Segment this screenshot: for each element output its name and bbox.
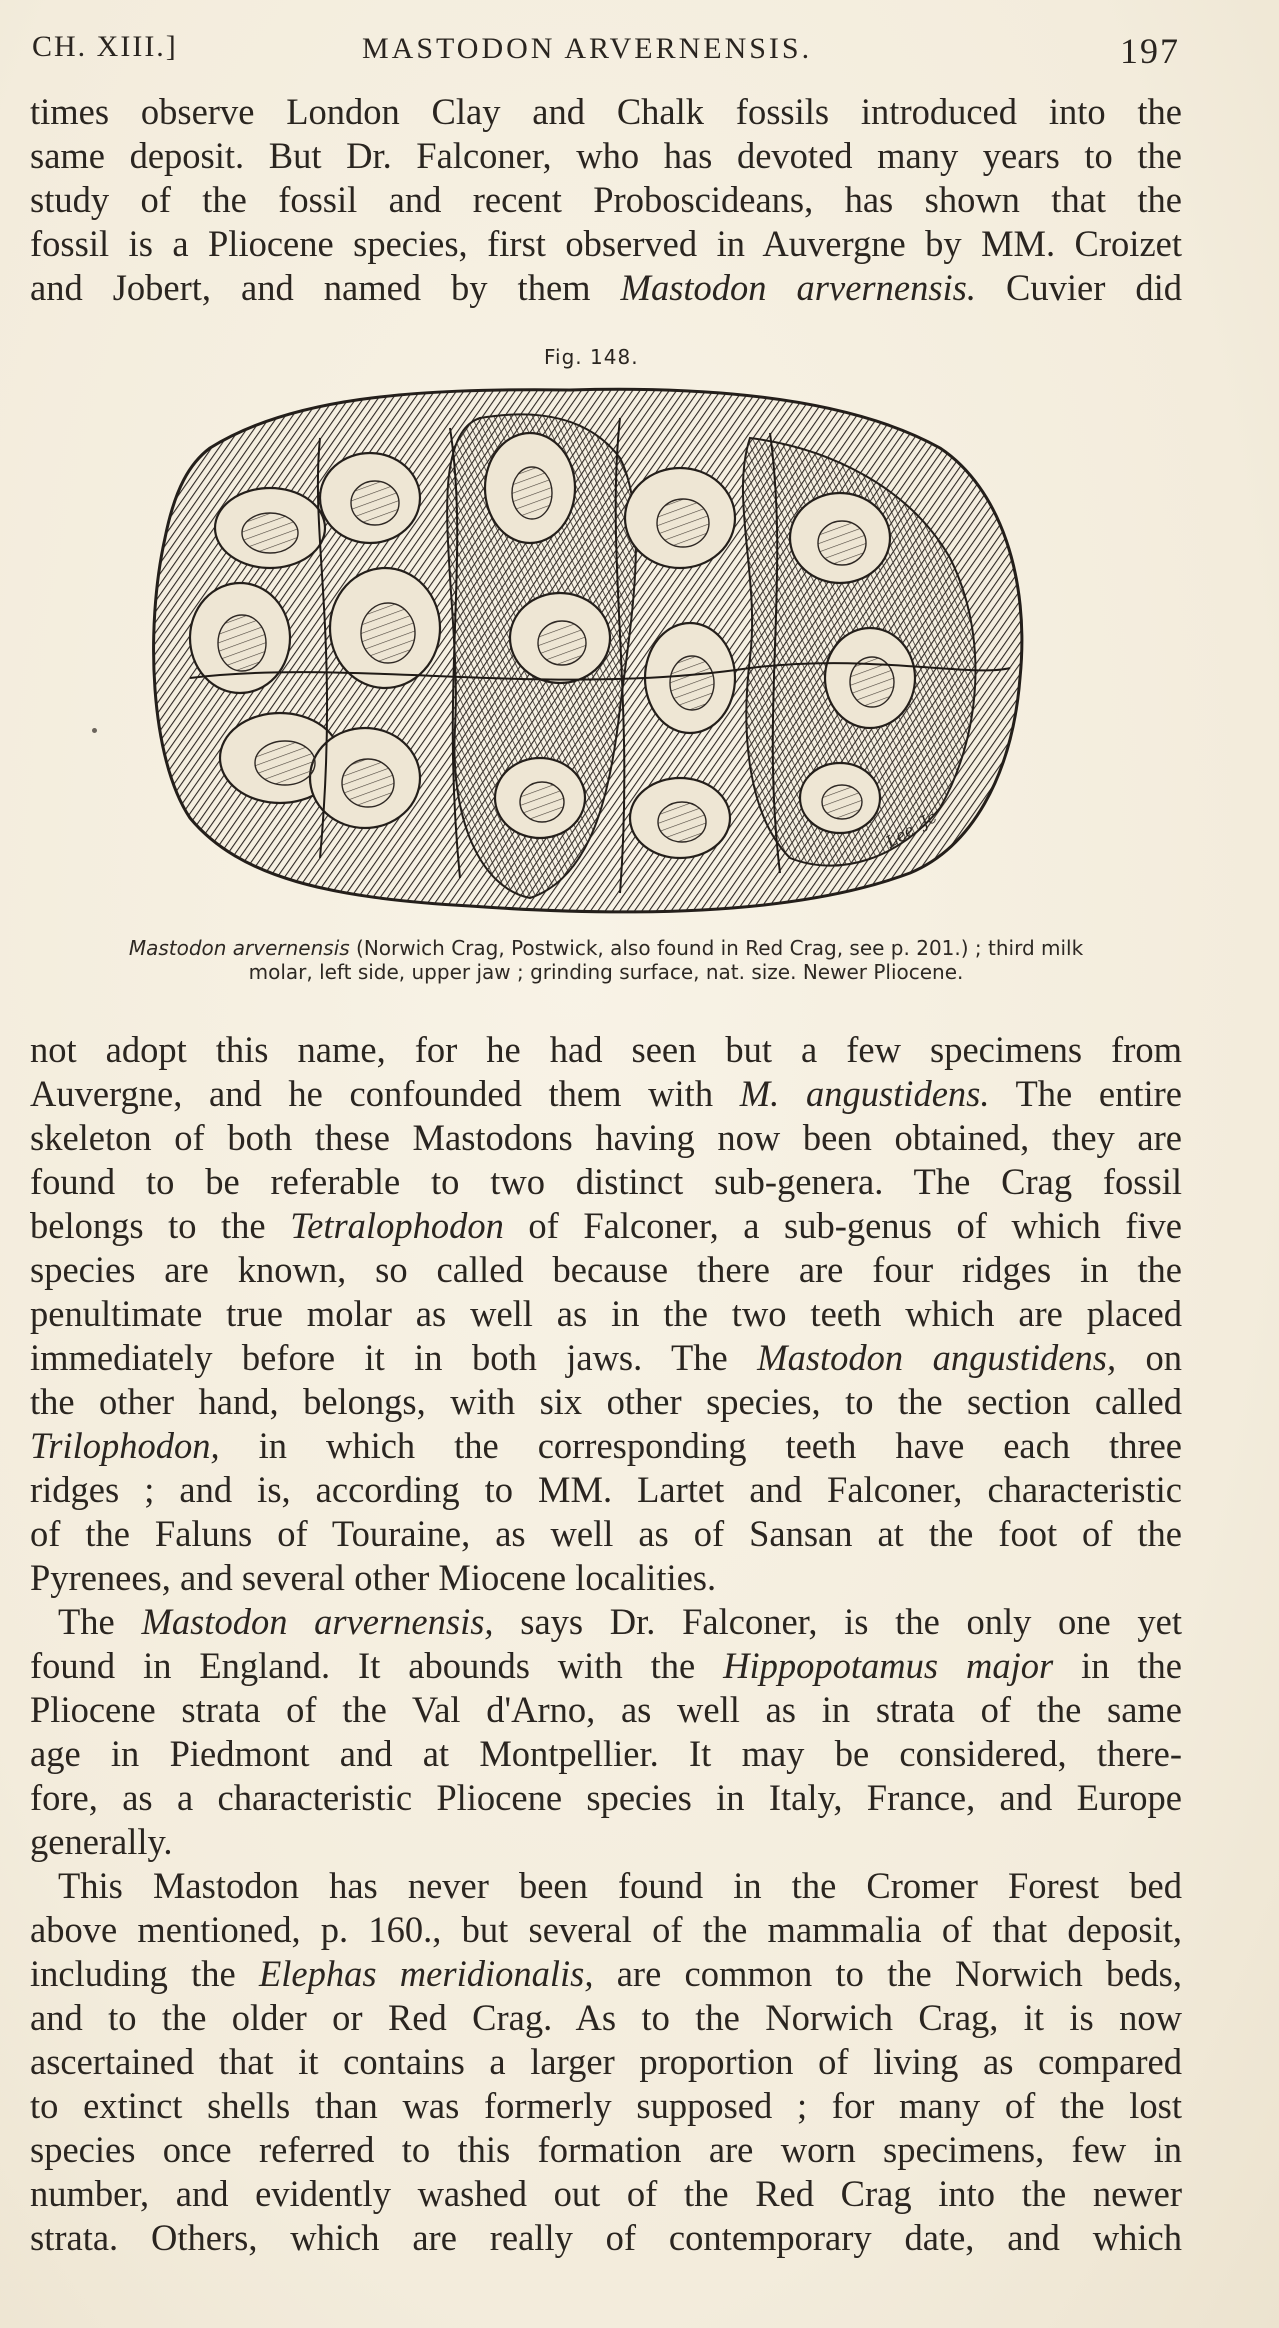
species-name: Hippopotamus major: [723, 1645, 1054, 1686]
text-line: number, and evidently washed out of the Red Crag into the newer: [30, 2173, 1182, 2214]
page-number: 197: [1120, 31, 1180, 71]
text-line: [30, 1336, 1182, 1380]
body-text: [30, 1028, 1182, 2260]
chapter-label: CH. XIII.]: [32, 30, 178, 63]
text-run: belongs to the: [30, 1205, 291, 1246]
species-name: Elephas meridionalis,: [258, 1953, 594, 1994]
figure-caption: [30, 936, 1182, 984]
text-run: says Dr. Falconer, is the only one yet: [493, 1601, 1183, 1642]
species-name: M. angustidens.: [739, 1073, 990, 1114]
genus-name: Tetralophodon: [290, 1205, 504, 1246]
species-name: Mastodon angustidens,: [757, 1337, 1117, 1378]
text-run: and Jobert, and named by them: [30, 267, 621, 308]
text-run: Auvergne, and he confounded them with: [30, 1073, 740, 1114]
text-line: Pyrenees, and several other Miocene localities.: [30, 1557, 717, 1598]
text-line: species are known, so called because there are four ridges in the: [30, 1249, 1182, 1290]
text-line: [30, 1644, 1182, 1688]
text-line: fossil is a Pliocene species, first observed in Auvergne by MM. Croizet: [30, 223, 1182, 264]
text-line: Pliocene strata of the Val d'Arno, as well as in strata of the same: [30, 1689, 1182, 1730]
engraver-mark: Lee. Jc: [882, 807, 940, 852]
text-line: same deposit. But Dr. Falconer, who has devoted many years to the: [30, 135, 1182, 176]
figure-label: Fig. 148.: [544, 345, 639, 369]
text-line: [30, 1204, 1182, 1248]
text-run: including the: [30, 1953, 259, 1994]
fossil-molar-engraving-icon: [150, 378, 1030, 918]
text-run: of Falconer, a sub-genus of which five: [503, 1205, 1182, 1246]
species-name: Mastodon arvernensis,: [141, 1601, 494, 1642]
text-run: found in England. It abounds with the: [30, 1645, 724, 1686]
text-line: [30, 1072, 1182, 1116]
text-line: ridges ; and is, according to MM. Lartet and Falconer, characteristic: [30, 1469, 1182, 1510]
text-line: species once referred to this formation are worn specimens, few in: [30, 2129, 1182, 2170]
text-line: [30, 1600, 1182, 1644]
text-run: in the: [1053, 1645, 1182, 1686]
text-line: of the Faluns of Touraine, as well as of Sansan at the foot of the: [30, 1513, 1182, 1554]
text-run: on: [1116, 1337, 1182, 1378]
text-line: fore, as a characteristic Pliocene species in Italy, France, and Europe: [30, 1777, 1182, 1818]
running-title: MASTODON ARVERNENSIS.: [362, 32, 813, 65]
text-line: [30, 1952, 1182, 1996]
text-run: Cuvier did: [976, 267, 1182, 308]
text-line: [30, 1424, 1182, 1468]
text-line: and to the older or Red Crag. As to the Norwich Crag, it is now: [30, 1997, 1182, 2038]
top-paragraph: [30, 90, 1182, 310]
text-line: This Mastodon has never been found in the Cromer Forest bed: [58, 1865, 1182, 1906]
text-run: The: [58, 1601, 142, 1642]
caption-line: molar, left side, upper jaw ; grinding surface, nat. size. Newer Pliocene.: [248, 960, 964, 984]
stray-dot: [92, 728, 97, 733]
text-line: the other hand, belongs, with six other species, to the section called: [30, 1381, 1182, 1422]
text-line: not adopt this name, for he had seen but a few specimens from: [30, 1029, 1182, 1070]
text-line: ascertained that it contains a larger proportion of living as compared: [30, 2041, 1182, 2082]
text-line: age in Piedmont and at Montpellier. It may be considered, there-: [30, 1733, 1182, 1774]
text-line: strata. Others, which are really of contemporary date, and which: [30, 2217, 1182, 2258]
running-head: [32, 30, 1180, 74]
text-line: skeleton of both these Mastodons having now been obtained, they are: [30, 1117, 1182, 1158]
text-line: times observe London Clay and Chalk fossils introduced into the: [30, 91, 1182, 132]
caption-line: [30, 936, 1182, 960]
text-line: to extinct shells than was formerly supposed ; for many of the lost: [30, 2085, 1182, 2126]
genus-name: Trilophodon,: [30, 1425, 220, 1466]
text-line: found to be referable to two distinct sub-genera. The Crag fossil: [30, 1161, 1182, 1202]
text-line: penultimate true molar as well as in the two teeth which are placed: [30, 1293, 1182, 1334]
text-line: study of the fossil and recent Proboscideans, has shown that the: [30, 179, 1182, 220]
text-line: generally.: [30, 1821, 173, 1862]
species-name: Mastodon arvernensis.: [620, 267, 976, 308]
caption-text: (Norwich Crag, Postwick, also found in Red Crag, see p. 201.) ; third milk: [349, 936, 1084, 960]
text-run: are common to the Norwich beds,: [593, 1953, 1182, 1994]
text-run: immediately before it in both jaws. The: [30, 1337, 758, 1378]
text-run: in which the corresponding teeth have each three: [219, 1425, 1182, 1466]
text-line: above mentioned, p. 160., but several of the mammalia of that deposit,: [30, 1909, 1182, 1950]
caption-species: Mastodon arvernensis: [128, 936, 350, 960]
text-run: The entire: [989, 1073, 1182, 1114]
text-line: [30, 266, 1182, 310]
